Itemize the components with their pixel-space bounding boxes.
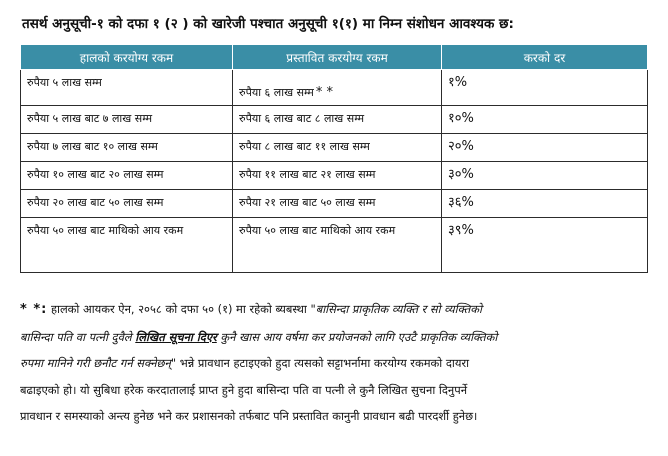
proposed-amount-cell: रुपैया ५० लाख बाट माथिको आय रकम (233, 218, 442, 273)
current-amount-cell: रुपैया ५ लाख सम्म (21, 70, 233, 106)
tax-rate-cell: ३९% (442, 218, 648, 273)
tax-rate-cell: २०% (442, 134, 648, 162)
proposed-amount-cell (233, 70, 442, 106)
proposed-amount-cell: रुपैया ६ लाख बाट ८ लाख सम्म (233, 106, 442, 134)
footnote-text: हालको आयकर ऐन, २०५८ को दफा ५० (१) मा रहेको ब्यबस्था (47, 302, 311, 316)
table-header-row (21, 45, 648, 70)
quoted-provision: बासिन्दा पति वा पत्नी दुवैले (20, 329, 136, 344)
proposed-amount-cell: रुपैया २१ लाख बाट ५० लाख सम्म (233, 190, 442, 218)
current-amount-cell: रुपैया ७ लाख बाट १० लाख सम्म (21, 134, 233, 162)
section-heading: तसर्थ अनुसूची-१ को दफा १ (२ ) को खारेजी पश्चात अनुसूची १(१) मा निम्न संशोधन आवश्यक छ: (22, 16, 514, 32)
table-row (21, 190, 648, 218)
quoted-provision: "बासिन्दा प्राकृतिक व्यक्ति र सो व्यक्तिको (310, 302, 482, 316)
tax-rate-cell: १% (442, 70, 648, 106)
underlined-phrase: लिखित सूचना दिएर (135, 329, 217, 344)
header-proposed-taxable-amount: प्रस्तावित करयोग्य रकम (233, 45, 442, 70)
proposed-amount-cell: रुपैया ११ लाख बाट २१ लाख सम्म (233, 162, 442, 190)
header-current-taxable-amount: हालको करयोग्य रकम (21, 45, 233, 70)
table-row (21, 70, 648, 106)
current-amount-cell: रुपैया ५ लाख बाट ७ लाख सम्म (21, 106, 233, 134)
current-amount-cell: रुपैया २० लाख बाट ५० लाख सम्म (21, 190, 233, 218)
table-row (21, 134, 648, 162)
footnote-paragraph (20, 296, 650, 430)
footnote-line (20, 350, 650, 377)
tax-rate-table (20, 44, 648, 273)
table-row (21, 218, 648, 273)
quoted-provision: रुपमा मानिने गरी छनौट गर्न सक्नेछन्" (20, 356, 177, 370)
proposed-amount-cell: रुपैया ८ लाख बाट ११ लाख सम्म (233, 134, 442, 162)
footnote-line (20, 324, 650, 351)
tax-rate-cell: ३०% (442, 162, 648, 190)
tax-rate-cell: ३६% (442, 190, 648, 218)
footnote-mark: * * (315, 85, 334, 100)
current-amount-cell: रुपैया ५० लाख बाट माथिको आय रकम (21, 218, 233, 273)
footnote-marker: * *: (20, 302, 48, 317)
quoted-provision: कुनै खास आय वर्षमा कर प्रयोजनको लागि एउटै प्राकृतिक व्यक्तिको (216, 329, 498, 344)
proposed-amount-text: रुपैया ६ लाख सम्म (239, 86, 314, 99)
tax-rate-cell: १०% (442, 106, 648, 134)
footnote-text: भन्ने प्रावधान हटाइएको हुदा त्यसको सट्टाभर्नामा करयोग्य रकमको दायरा (176, 356, 470, 370)
table-row (21, 162, 648, 190)
header-tax-rate: करको दर (442, 45, 648, 70)
table-row (21, 106, 648, 134)
footnote-line: प्रावधान र समस्याको अन्त्य हुनेछ भने कर प्रशासनको तर्फबाट पनि प्रस्तावित कानुनी प्रावधान बढी पारदर्शी हुनेछ। (20, 409, 478, 423)
footnote-line (20, 296, 650, 324)
current-amount-cell: रुपैया १० लाख बाट २० लाख सम्म (21, 162, 233, 190)
footnote-line: बढाइएको हो। यो सुबिधा हरेक करदातालाई प्राप्त हुने हुदा बासिन्दा पति वा पत्नी ले कुनै लिखित सुचना दिनुपर्ने (20, 382, 468, 397)
